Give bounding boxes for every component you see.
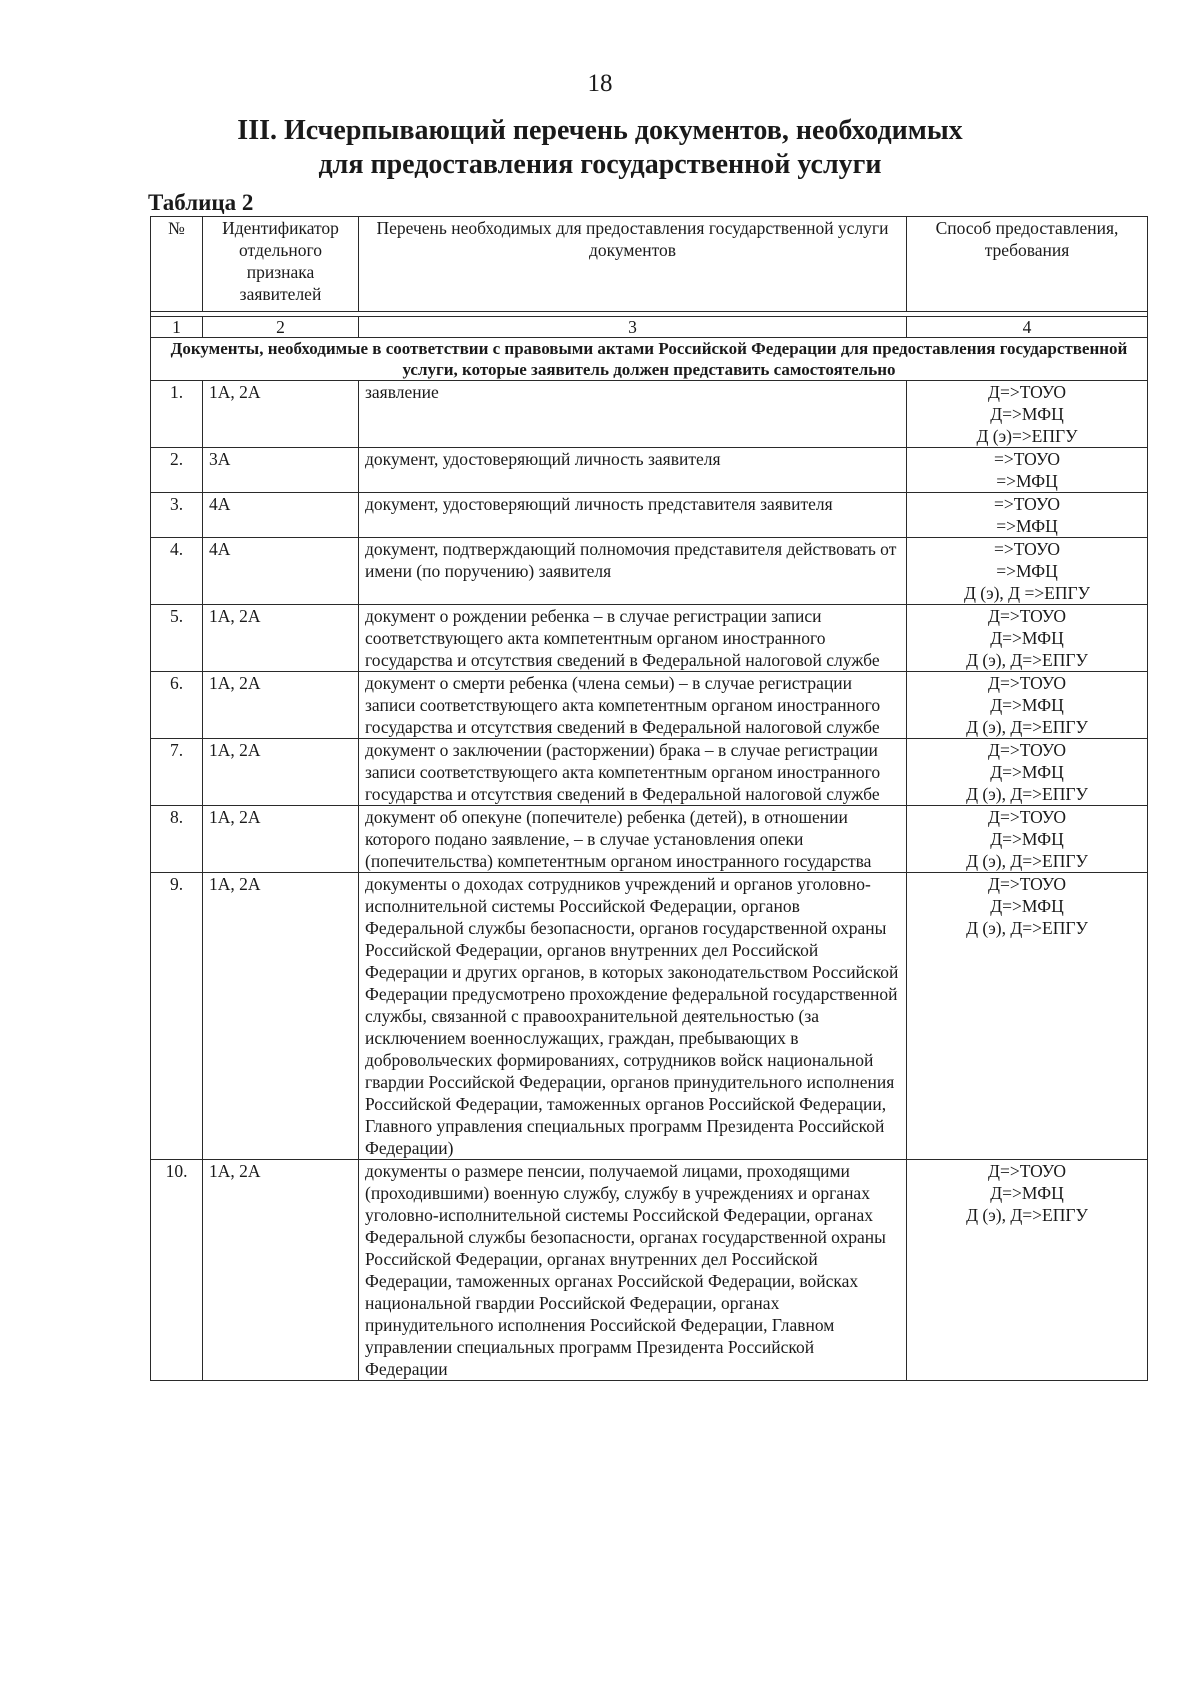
row-number: 7. bbox=[151, 739, 203, 806]
row-identifier: 1А, 2А bbox=[203, 605, 359, 672]
method-line: =>МФЦ bbox=[996, 561, 1058, 581]
documents-table bbox=[150, 216, 1148, 1381]
method-line: Д (э), Д=>ЕПГУ bbox=[966, 717, 1088, 737]
row-document: документ, удостоверяющий личность заявителя bbox=[359, 448, 907, 493]
method-line: Д=>ТОУО bbox=[988, 807, 1066, 827]
header-method: Способ предоставления, требования bbox=[907, 217, 1148, 312]
row-document: документ о заключении (расторжении) брака – в случае регистрации записи соответствующего акта компетентным органом иностранного государства и отсутствия сведений в Федеральной налоговой службе bbox=[359, 739, 907, 806]
table-row bbox=[151, 1160, 1148, 1381]
method-line: =>ТОУО bbox=[993, 449, 1060, 469]
method-line: Д=>ТОУО bbox=[988, 606, 1066, 626]
table-row bbox=[151, 873, 1148, 1160]
table-row bbox=[151, 672, 1148, 739]
row-number: 1. bbox=[151, 381, 203, 448]
row-method bbox=[907, 672, 1148, 739]
method-line: =>МФЦ bbox=[996, 516, 1058, 536]
row-document: документ о рождении ребенка – в случае регистрации записи соответствующего акта компетентным органом иностранного государства и отсутствия сведений в Федеральной налоговой службе bbox=[359, 605, 907, 672]
row-method bbox=[907, 739, 1148, 806]
table-row bbox=[151, 605, 1148, 672]
row-method bbox=[907, 538, 1148, 605]
column-number: 3 bbox=[359, 317, 907, 338]
method-line: Д=>МФЦ bbox=[990, 404, 1064, 424]
table-row bbox=[151, 739, 1148, 806]
page-number: 18 bbox=[587, 70, 613, 97]
method-line: Д=>ТОУО bbox=[988, 382, 1066, 402]
method-line: Д (э)=>ЕПГУ bbox=[976, 426, 1078, 446]
method-line: Д=>МФЦ bbox=[990, 762, 1064, 782]
header-documents: Перечень необходимых для предоставления государственной услуги документов bbox=[359, 217, 907, 312]
method-line: Д (э), Д=>ЕПГУ bbox=[966, 851, 1088, 871]
method-line: Д (э), Д=>ЕПГУ bbox=[966, 918, 1088, 938]
row-identifier: 1А, 2А bbox=[203, 806, 359, 873]
row-identifier: 4А bbox=[203, 538, 359, 605]
table-row bbox=[151, 806, 1148, 873]
row-document: документ об опекуне (попечителе) ребенка (детей), в отношении которого подано заявление, – в случае установления опеки (попечительства) компетентным органом иностранного государства bbox=[359, 806, 907, 873]
row-identifier: 1А, 2А bbox=[203, 1160, 359, 1381]
method-line: Д=>ТОУО bbox=[988, 740, 1066, 760]
title-line-2: для предоставления государственной услуги bbox=[318, 149, 882, 180]
column-number-row bbox=[151, 317, 1148, 338]
method-line: =>ТОУО bbox=[993, 494, 1060, 514]
section-title: Документы, необходимые в соответствии с правовыми актами Российской Федерации для предоставления государственной услуги, которые заявитель должен представить самостоятельно bbox=[151, 338, 1148, 381]
row-number: 5. bbox=[151, 605, 203, 672]
row-identifier: 1А, 2А bbox=[203, 381, 359, 448]
header-identifier: Идентификатор отдельного признака заявителей bbox=[203, 217, 359, 312]
row-number: 3. bbox=[151, 493, 203, 538]
row-number: 4. bbox=[151, 538, 203, 605]
row-document: заявление bbox=[359, 381, 907, 448]
header-no: № bbox=[151, 217, 203, 312]
row-number: 9. bbox=[151, 873, 203, 1160]
method-line: Д (э), Д =>ЕПГУ bbox=[963, 583, 1091, 603]
method-line: Д (э), Д=>ЕПГУ bbox=[966, 1205, 1088, 1225]
table-row bbox=[151, 538, 1148, 605]
row-number: 8. bbox=[151, 806, 203, 873]
row-method bbox=[907, 493, 1148, 538]
row-method bbox=[907, 448, 1148, 493]
method-line: Д=>МФЦ bbox=[990, 829, 1064, 849]
row-number: 10. bbox=[151, 1160, 203, 1381]
method-line: Д=>ТОУО bbox=[988, 874, 1066, 894]
column-number: 4 bbox=[907, 317, 1148, 338]
table-row bbox=[151, 493, 1148, 538]
column-number: 2 bbox=[203, 317, 359, 338]
row-document: документы о доходах сотрудников учреждений и органов уголовно-исполнительной системы Российской Федерации, органов Федеральной службы безопасности, органов государственной охраны Российской Федерации, органов внутренних дел Российской Федерации и других органов, в которых законодательством Российской Федерации предусмотрено прохождение федеральной государственной службы, связанной с правоохранительной деятельностью (за исключением военнослужащих, граждан, пребывающих в добровольческих формированиях, сотрудников войск национальной гвардии Российской Федерации, органов принудительного исполнения Российской Федерации, таможенных органов Российской Федерации, Главного управления специальных программ Президента Российской Федерации) bbox=[359, 873, 907, 1160]
method-line: Д (э), Д=>ЕПГУ bbox=[966, 784, 1088, 804]
page-title bbox=[0, 114, 1200, 182]
row-method bbox=[907, 1160, 1148, 1381]
row-number: 6. bbox=[151, 672, 203, 739]
row-identifier: 1А, 2А bbox=[203, 672, 359, 739]
title-line-1: III. Исчерпывающий перечень документов, необходимых bbox=[237, 115, 963, 146]
method-line: Д=>ТОУО bbox=[988, 673, 1066, 693]
method-line: Д=>МФЦ bbox=[990, 628, 1064, 648]
row-method bbox=[907, 381, 1148, 448]
method-line: Д (э), Д=>ЕПГУ bbox=[966, 650, 1088, 670]
row-identifier: 3А bbox=[203, 448, 359, 493]
section-row bbox=[151, 338, 1148, 381]
table-row bbox=[151, 381, 1148, 448]
row-document: документ, удостоверяющий личность представителя заявителя bbox=[359, 493, 907, 538]
table-header-row bbox=[151, 217, 1148, 312]
table-caption: Таблица 2 bbox=[148, 190, 254, 215]
row-method bbox=[907, 806, 1148, 873]
row-identifier: 1А, 2А bbox=[203, 739, 359, 806]
row-method bbox=[907, 873, 1148, 1160]
method-line: =>ТОУО bbox=[993, 539, 1060, 559]
row-identifier: 1А, 2А bbox=[203, 873, 359, 1160]
method-line: Д=>МФЦ bbox=[990, 695, 1064, 715]
row-identifier: 4А bbox=[203, 493, 359, 538]
table-row bbox=[151, 448, 1148, 493]
row-method bbox=[907, 605, 1148, 672]
method-line: Д=>МФЦ bbox=[990, 1183, 1064, 1203]
column-number: 1 bbox=[151, 317, 203, 338]
method-line: =>МФЦ bbox=[996, 471, 1058, 491]
row-document: документ, подтверждающий полномочия представителя действовать от имени (по поручению) заявителя bbox=[359, 538, 907, 605]
method-line: Д=>ТОУО bbox=[988, 1161, 1066, 1181]
row-document: документы о размере пенсии, получаемой лицами, проходящими (проходившими) военную службу, службу в учреждениях и органах уголовно-исполнительной системы Российской Федерации, органах Федеральной службы безопасности, органах государственной охраны Российской Федерации, органах внутренних дел Российской Федерации, таможенных органах Российской Федерации, войсках национальной гвардии Российской Федерации, органах принудительного исполнения Российской Федерации, Главном управлении специальных программ Президента Российской Федерации bbox=[359, 1160, 907, 1381]
row-document: документ о смерти ребенка (члена семьи) – в случае регистрации записи соответствующего акта компетентным органом иностранного государства и отсутствия сведений в Федеральной налоговой службе bbox=[359, 672, 907, 739]
method-line: Д=>МФЦ bbox=[990, 896, 1064, 916]
row-number: 2. bbox=[151, 448, 203, 493]
